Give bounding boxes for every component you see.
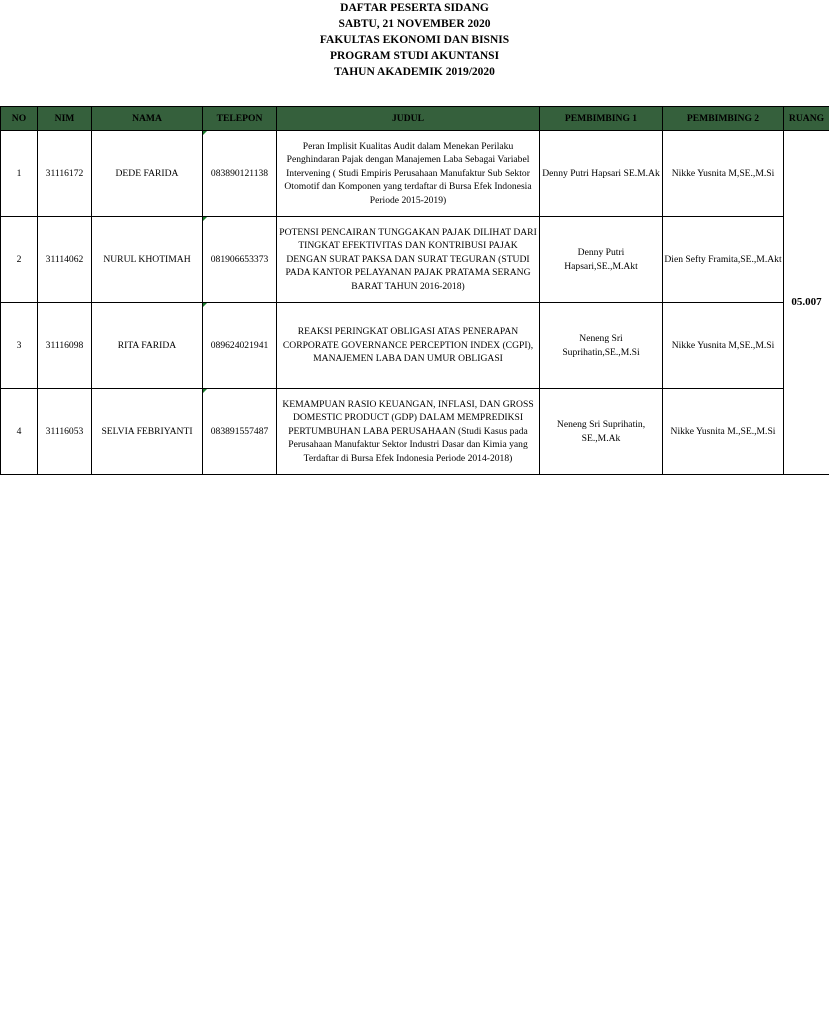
cell-pembimbing-2: Dien Sefty Framita,SE.,M.Akt bbox=[663, 217, 784, 303]
telepon-value: 083890121138 bbox=[210, 167, 269, 179]
cell-nama: SELVIA FEBRIYANTI bbox=[92, 389, 203, 475]
cell-pembimbing-2: Nikke Yusnita M,SE.,M.Si bbox=[663, 131, 784, 217]
participant-table bbox=[0, 106, 829, 475]
column-header-pembimbing-2: PEMBIMBING 2 bbox=[663, 107, 784, 131]
telepon-value: 081906653373 bbox=[210, 253, 269, 265]
table-row bbox=[1, 217, 829, 303]
cell-judul: Peran Implisit Kualitas Audit dalam Menekan Perilaku Penghindaran Pajak dengan Manajemen Laba Sebagai Variabel Intervening ( Studi Empiris Perusahaan Manufaktur Sub Sektor Otomotif dan Komponen yang terdaftar di Bursa Efek Indonesia Periode 2015-2019) bbox=[277, 131, 540, 217]
table-row bbox=[1, 131, 829, 217]
cell-pembimbing-1: Denny Putri Hapsari,SE.,M.Akt bbox=[540, 217, 663, 303]
document-header bbox=[0, 0, 829, 80]
cell-nim: 31114062 bbox=[38, 217, 92, 303]
cell-pembimbing-1: Neneng Sri Suprihatin,SE.,M.Si bbox=[540, 303, 663, 389]
cell-judul: REAKSI PERINGKAT OBLIGASI ATAS PENERAPAN CORPORATE GOVERNANCE PERCEPTION INDEX (CGPI), MANAJEMEN LABA DAN UMUR OBLIGASI bbox=[277, 303, 540, 389]
cell-no: 2 bbox=[1, 217, 38, 303]
cell-nim: 31116098 bbox=[38, 303, 92, 389]
cell-pembimbing-2: Nikke Yusnita M,SE.,M.Si bbox=[663, 303, 784, 389]
table-header-row bbox=[1, 107, 829, 131]
cell-no: 4 bbox=[1, 389, 38, 475]
program-line: PROGRAM STUDI AKUNTANSI bbox=[329, 50, 500, 62]
cell-no: 3 bbox=[1, 303, 38, 389]
cell-comment-marker bbox=[203, 217, 207, 221]
cell-nama: RITA FARIDA bbox=[92, 303, 203, 389]
cell-telepon bbox=[203, 389, 277, 475]
cell-comment-marker bbox=[203, 131, 207, 135]
cell-nama: NURUL KHOTIMAH bbox=[92, 217, 203, 303]
cell-comment-marker bbox=[203, 303, 207, 307]
column-header-nama: NAMA bbox=[92, 107, 203, 131]
column-header-no: NO bbox=[1, 107, 38, 131]
cell-ruang: 05.007 bbox=[784, 131, 829, 475]
faculty-line: FAKULTAS EKONOMI DAN BISNIS bbox=[319, 34, 510, 46]
cell-judul: POTENSI PENCAIRAN TUNGGAKAN PAJAK DILIHAT DARI TINGKAT EFEKTIVITAS DAN KONTRIBUSI PAJAK DENGAN SURAT PAKSA DAN SURAT TEGURAN (STUDI PADA KANTOR PELAYANAN PAJAK PRATAMA SERANG BARAT TAHUN 2016-2018) bbox=[277, 217, 540, 303]
column-header-pembimbing-1: PEMBIMBING 1 bbox=[540, 107, 663, 131]
cell-telepon bbox=[203, 303, 277, 389]
cell-pembimbing-2: Nikke Yusnita M.,SE.,M.Si bbox=[663, 389, 784, 475]
table-row bbox=[1, 303, 829, 389]
telepon-value: 083891557487 bbox=[210, 425, 269, 437]
cell-pembimbing-1: Neneng Sri Suprihatin, SE.,M.Ak bbox=[540, 389, 663, 475]
column-header-judul: JUDUL bbox=[277, 107, 540, 131]
date-line: SABTU, 21 NOVEMBER 2020 bbox=[338, 18, 491, 30]
column-header-nim: NIM bbox=[38, 107, 92, 131]
cell-no: 1 bbox=[1, 131, 38, 217]
cell-telepon bbox=[203, 217, 277, 303]
cell-nama: DEDE FARIDA bbox=[92, 131, 203, 217]
cell-nim: 31116053 bbox=[38, 389, 92, 475]
table-row bbox=[1, 389, 829, 475]
cell-pembimbing-1: Denny Putri Hapsari SE.M.Ak bbox=[540, 131, 663, 217]
cell-judul: KEMAMPUAN RASIO KEUANGAN, INFLASI, DAN GROSS DOMESTIC PRODUCT (GDP) DALAM MEMPREDIKSI PERTUMBUHAN LABA PERUSAHAAN (Studi Kasus pada Perusahaan Manufaktur Sektor Industri Dasar dan Kimia yang Terdaftar di Bursa Efek Indonesia Periode 2014-2018) bbox=[277, 389, 540, 475]
column-header-ruang: RUANG bbox=[784, 107, 829, 131]
telepon-value: 089624021941 bbox=[210, 339, 269, 351]
title-line: DAFTAR PESERTA SIDANG bbox=[340, 2, 489, 14]
cell-nim: 31116172 bbox=[38, 131, 92, 217]
academic-year-line: TAHUN AKADEMIK 2019/2020 bbox=[334, 66, 495, 78]
cell-telepon bbox=[203, 131, 277, 217]
column-header-telepon: TELEPON bbox=[203, 107, 277, 131]
cell-comment-marker bbox=[203, 389, 207, 393]
